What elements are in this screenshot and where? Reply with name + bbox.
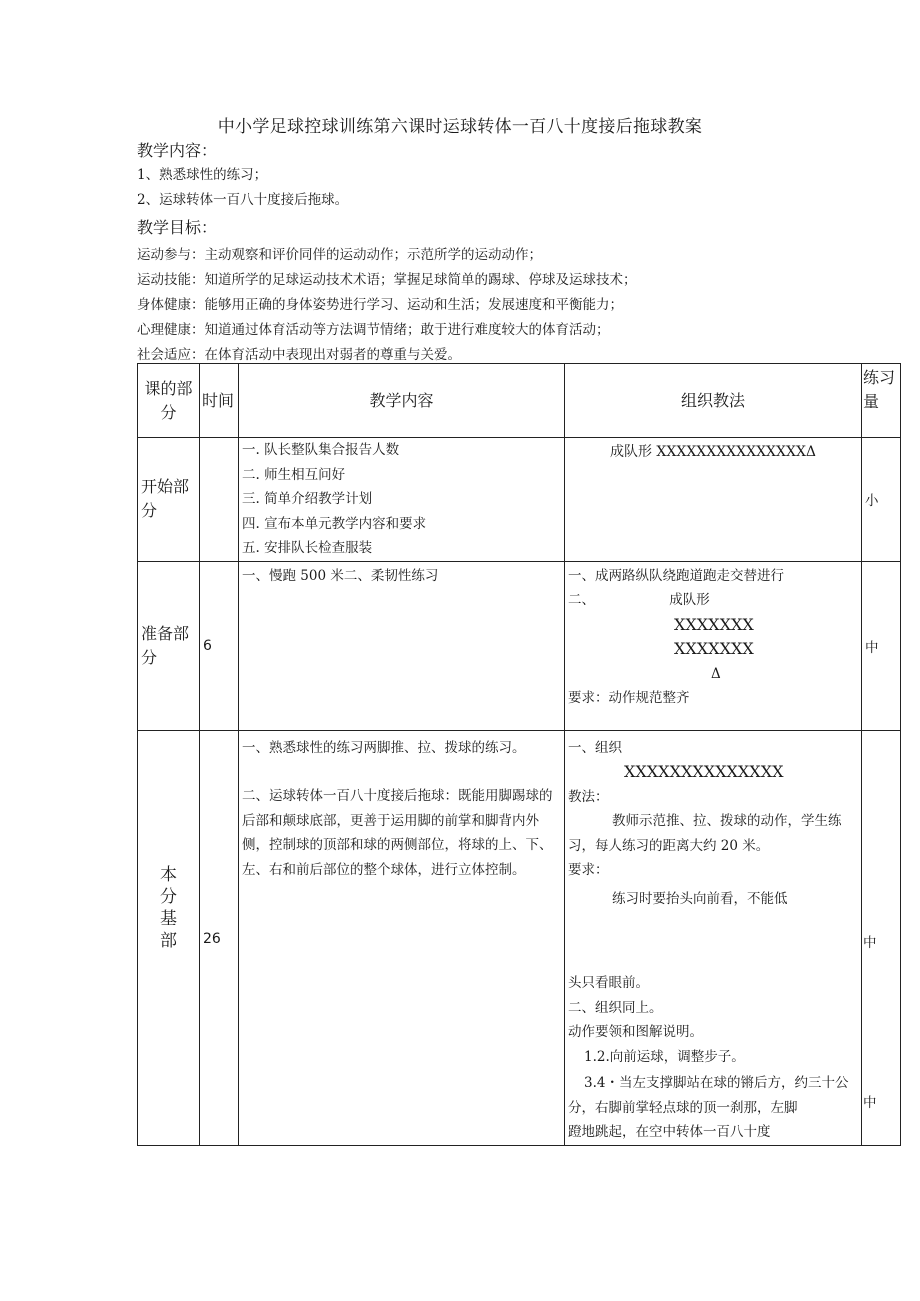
content-heading: 教学内容：	[137, 141, 218, 160]
start-content	[239, 438, 565, 562]
start-content-item: 三. 简单介绍教学计划	[242, 491, 373, 507]
header-content: 教学内容	[239, 364, 565, 438]
table-row-main	[138, 730, 901, 1145]
start-content-item: 一. 队长整队集合报告人数	[242, 442, 400, 458]
goal-mental: 心理健康：知道通过体育活动等方法调节情绪；敢于进行难度较大的体育活动；	[137, 322, 610, 338]
main-method-req-label: 要求：	[568, 862, 609, 878]
prep-time: 6	[200, 561, 239, 730]
prep-formation-teacher: Δ	[711, 665, 721, 682]
main-content-2: 二、运球转体一百八十度接后拖球：既能用脚踢球的后部和颠球底部，更善于运用脚的前掌和脚背内外侧，控制球的顶部和球的两侧部位，将球的上、下、左、右和前后部位的整个球体，进行立体控制。	[242, 788, 553, 878]
start-content-item: 二. 师生相互问好	[242, 466, 346, 483]
content-item-2: 2、运球转体一百八十度接后拖球。	[137, 192, 349, 208]
table-header-row	[138, 364, 901, 438]
prep-content: 一、慢跑 500 米二、柔韧性练习	[239, 561, 565, 730]
main-method	[565, 730, 862, 1145]
start-content-item: 五. 安排队长检查服装	[242, 540, 373, 556]
header-part: 课的部分	[138, 364, 200, 438]
main-method-req: 练习时要抬头向前看，不能低	[612, 890, 788, 907]
prep-load: 中	[862, 561, 901, 730]
main-part-name-vertical: 本 分 基 部	[160, 864, 177, 951]
prep-method-line1: 一、成两路纵队绕跑道跑走交替进行	[568, 567, 784, 584]
main-part-name	[138, 730, 200, 1145]
prep-formation-row: XXXXXXX	[674, 639, 754, 658]
start-load: 小	[862, 438, 901, 562]
page-title: 中小学足球控球训练第六课时运球转体一百八十度接后拖球教案	[217, 117, 703, 137]
main-method-step12: 1.2.向前运球，调整步子。	[584, 1048, 745, 1065]
main-method-teach-label: 教法：	[568, 788, 609, 805]
goal-physical: 身体健康：能够用正确的身体姿势进行学习、运动和生活；发展速度和平衡能力；	[137, 297, 623, 313]
main-method-formation: XXXXXXXXXXXXXX	[624, 762, 784, 781]
prep-requirement: 要求：动作规范整齐	[568, 690, 690, 706]
prep-method-line2-prefix: 二、	[568, 592, 595, 608]
main-method-teach: 教师示范推、拉、拨球的动作，学生练习，每人练习的距离大约 20 米。	[568, 813, 842, 854]
start-part-name: 开始部分	[138, 438, 200, 562]
goal-skills: 运动技能：知道所学的足球运动技术术语；掌握足球简单的踢球、停球及运球技术；	[137, 272, 637, 288]
main-load-1: 中	[863, 934, 877, 951]
content-item-1: 1、熟悉球性的练习；	[137, 167, 268, 183]
main-method-step34: 3.4・当左支撑脚站在球的锵后方，约三十公分，右脚前掌轻点球的顶一刹那，左脚	[568, 1075, 849, 1116]
header-method: 组织教法	[565, 364, 862, 438]
main-method-org: 一、组织	[568, 739, 622, 756]
main-method-req-cont: 头只看眼前。	[568, 975, 649, 991]
header-load: 练习量	[862, 364, 901, 438]
main-method-essentials: 动作要领和图解说明。	[568, 1024, 703, 1040]
main-content	[239, 730, 565, 1145]
prep-part-name: 准备部分	[138, 561, 200, 730]
goal-social: 社会适应：在体育活动中表现出对弱者的尊重与关爱。	[137, 347, 461, 363]
main-load	[862, 730, 901, 1145]
prep-method-line2-text: 成队形	[669, 592, 710, 608]
main-method-step34-cont: 蹬地跳起，在空中转体一百八十度	[568, 1124, 771, 1140]
start-content-item: 四. 宣布本单元教学内容和要求	[242, 515, 427, 532]
goals-heading: 教学目标：	[137, 218, 218, 237]
prep-method	[565, 561, 862, 730]
goal-participation: 运动参与：主动观察和评价同伴的运动动作；示范所学的运动动作；	[137, 247, 542, 263]
main-load-2: 中	[863, 1094, 877, 1111]
prep-formation-row: XXXXXXX	[674, 614, 754, 634]
start-time	[200, 438, 239, 562]
prep-method-line2	[568, 588, 858, 613]
start-method: 成队形 XXXXXXXXXXXXXXXΔ	[565, 438, 862, 562]
main-content-1: 一、熟悉球性的练习两脚推、拉、拨球的练习。	[242, 739, 526, 756]
table-row-prep	[138, 561, 901, 730]
table-row-start	[138, 438, 901, 562]
lesson-plan-table	[137, 363, 901, 1146]
header-time: 时间	[200, 364, 239, 438]
main-method-org2: 二、组织同上。	[568, 999, 663, 1016]
main-time: 26	[200, 730, 239, 1145]
